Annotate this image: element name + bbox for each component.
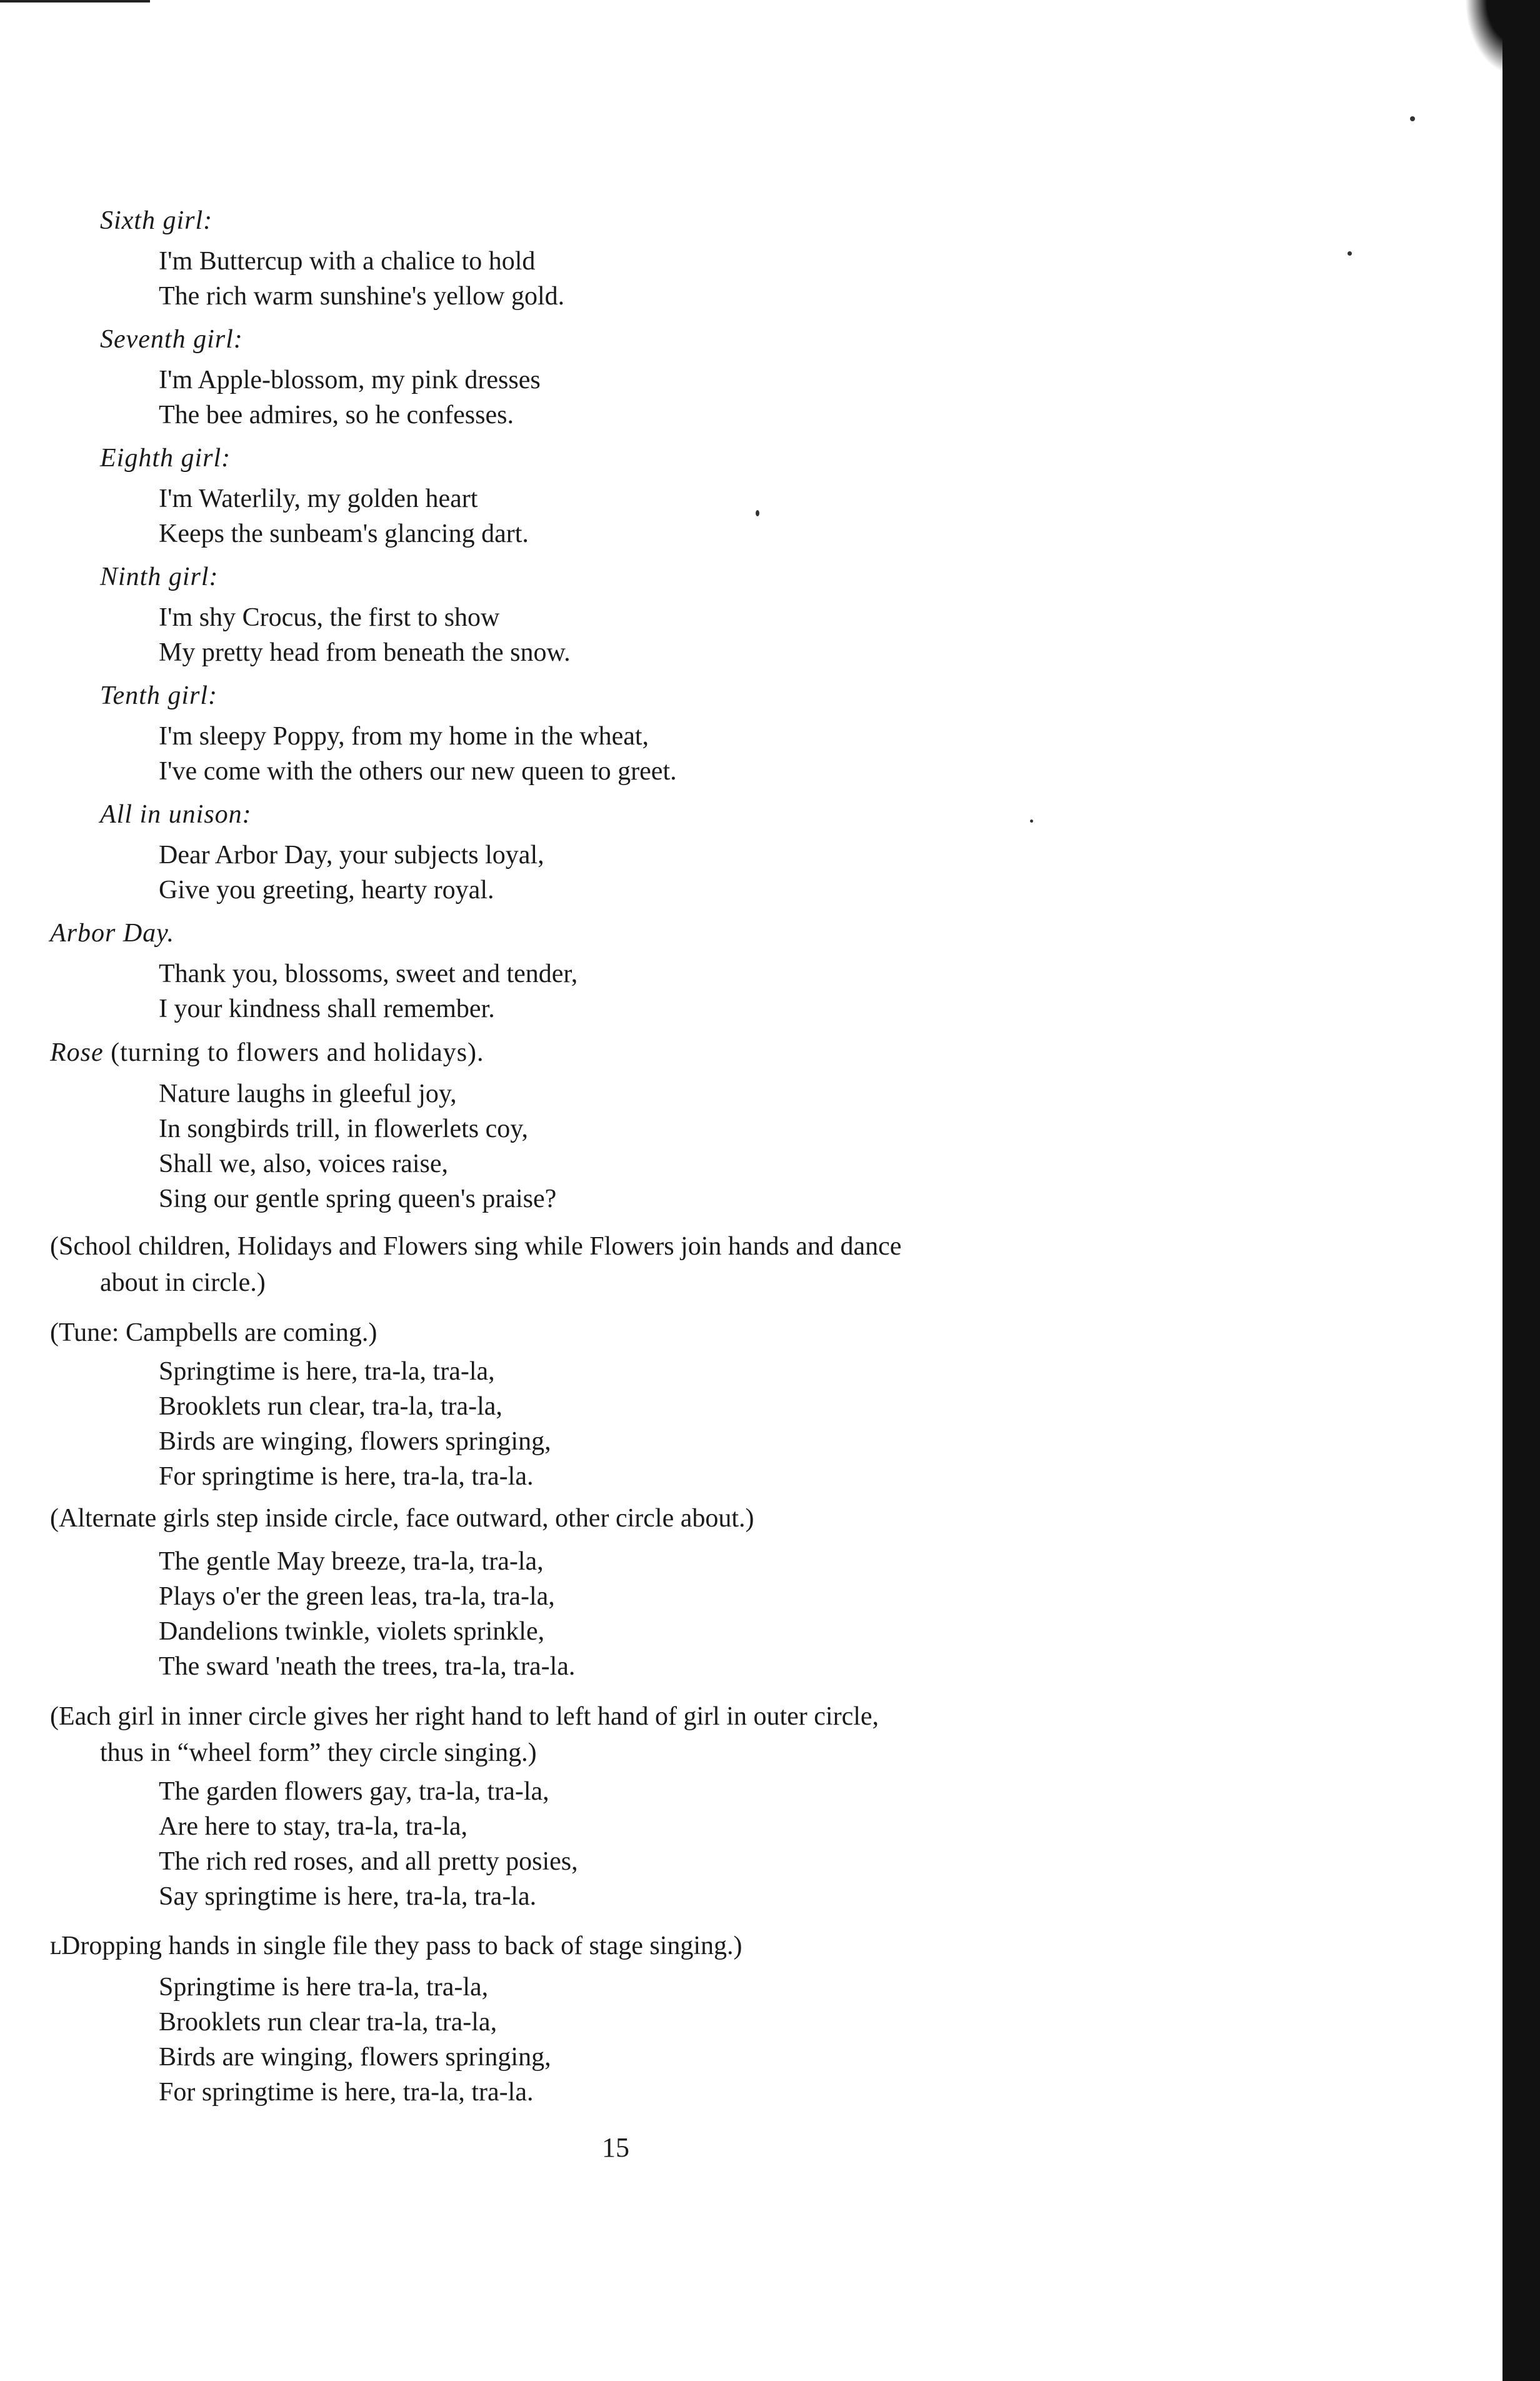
stage-direction: ʟDropping hands in single file they pass to back of stage singing.) bbox=[50, 1932, 742, 1960]
scan-top-rule bbox=[0, 0, 150, 3]
tune-note: (Tune: Campbells are coming.) bbox=[50, 1318, 378, 1347]
verse-line: Brooklets run clear tra-la, tra-la, bbox=[159, 2008, 498, 2037]
stage-direction: thus in “wheel form” they circle singing.) bbox=[100, 1738, 537, 1767]
speaker-label: Sixth girl: bbox=[100, 206, 213, 235]
scan-speck bbox=[1030, 820, 1033, 823]
verse-line: Nature laughs in gleeful joy, bbox=[159, 1080, 457, 1108]
stage-direction: (Alternate girls step inside circle, face outward, other circle about.) bbox=[50, 1504, 754, 1533]
verse-line: The gentle May breeze, tra-la, tra-la, bbox=[159, 1547, 544, 1576]
speaker-label: Ninth girl: bbox=[100, 563, 219, 591]
verse-line: Birds are winging, flowers springing, bbox=[159, 1427, 551, 1456]
stage-direction: (turning to flowers and holidays). bbox=[111, 1038, 484, 1067]
stage-direction: (School children, Holidays and Flowers sing while Flowers join hands and dance bbox=[50, 1232, 902, 1261]
scan-speck bbox=[1348, 251, 1352, 256]
verse-line: The sward 'neath the trees, tra-la, tra-la. bbox=[159, 1652, 576, 1681]
verse-line: Sing our gentle spring queen's praise? bbox=[159, 1185, 557, 1213]
verse-line: Thank you, blossoms, sweet and tender, bbox=[159, 960, 578, 988]
verse-line: The garden flowers gay, tra-la, tra-la, bbox=[159, 1777, 549, 1806]
page-number: 15 bbox=[602, 2132, 629, 2163]
verse-line: I your kindness shall remember. bbox=[159, 995, 495, 1023]
verse-line: Springtime is here, tra-la, tra-la, bbox=[159, 1357, 495, 1386]
verse-line: Keeps the sunbeam's glancing dart. bbox=[159, 519, 529, 548]
verse-line: The bee admires, so he confesses. bbox=[159, 401, 514, 429]
verse-line: Shall we, also, voices raise, bbox=[159, 1150, 449, 1178]
verse-line: The rich red roses, and all pretty posies, bbox=[159, 1847, 578, 1876]
verse-line: For springtime is here, tra-la, tra-la. bbox=[159, 2078, 534, 2107]
verse-line: The rich warm sunshine's yellow gold. bbox=[159, 282, 565, 311]
verse-line: Dear Arbor Day, your subjects loyal, bbox=[159, 841, 544, 870]
speaker-label: Arbor Day. bbox=[50, 919, 174, 948]
verse-line: Say springtime is here, tra-la, tra-la. bbox=[159, 1882, 537, 1911]
verse-line: My pretty head from beneath the snow. bbox=[159, 638, 571, 667]
verse-line: Birds are winging, flowers springing, bbox=[159, 2043, 551, 2072]
stage-direction: (Each girl in inner circle gives her right hand to left hand of girl in outer circle, bbox=[50, 1702, 879, 1731]
scan-page-edge bbox=[1502, 0, 1540, 2381]
verse-line: Brooklets run clear, tra-la, tra-la, bbox=[159, 1392, 502, 1421]
speaker-label: Tenth girl: bbox=[100, 681, 218, 710]
speaker-label: All in unison: bbox=[100, 800, 252, 829]
verse-line: Dandelions twinkle, violets sprinkle, bbox=[159, 1617, 545, 1646]
verse-line: I'm Waterlily, my golden heart bbox=[159, 484, 478, 513]
verse-line: I'm Apple-blossom, my pink dresses bbox=[159, 366, 541, 394]
verse-line: I'm Buttercup with a chalice to hold bbox=[159, 247, 536, 276]
speaker-label: Seventh girl: bbox=[100, 325, 243, 354]
verse-line: I'm shy Crocus, the first to show bbox=[159, 603, 500, 632]
scan-page-curl bbox=[1465, 0, 1515, 75]
verse-line: Springtime is here tra-la, tra-la, bbox=[159, 1973, 489, 2002]
speaker-label: Eighth girl: bbox=[100, 444, 231, 473]
verse-line: Are here to stay, tra-la, tra-la, bbox=[159, 1812, 468, 1841]
verse-line: I've come with the others our new queen to greet. bbox=[159, 757, 677, 786]
verse-line: For springtime is here, tra-la, tra-la. bbox=[159, 1462, 534, 1491]
verse-line: I'm sleepy Poppy, from my home in the wheat, bbox=[159, 722, 649, 751]
stage-direction: about in circle.) bbox=[100, 1268, 266, 1297]
speaker-line bbox=[50, 1035, 484, 1070]
scan-speck bbox=[1410, 116, 1415, 121]
verse-line: Give you greeting, hearty royal. bbox=[159, 876, 494, 905]
scan-speck bbox=[756, 510, 759, 516]
verse-line: In songbirds trill, in flowerlets coy, bbox=[159, 1115, 529, 1143]
verse-line: Plays o'er the green leas, tra-la, tra-la, bbox=[159, 1582, 555, 1611]
speaker-label: Rose bbox=[50, 1038, 104, 1067]
